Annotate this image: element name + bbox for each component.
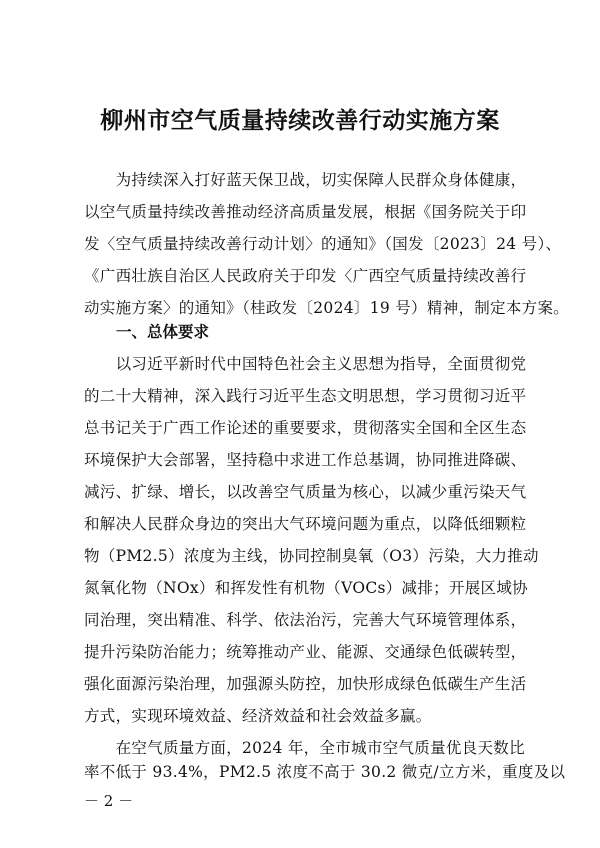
section-line: 强化面源污染治理，加强源头防控，加快形成绿色低碳生产生活 <box>84 675 527 693</box>
section-line: 以习近平新时代中国特色社会主义思想为指导，全面贯彻党 <box>84 355 527 373</box>
intro-line: 以空气质量持续改善推动经济高质量发展，根据《国务院关于印 <box>84 203 527 221</box>
intro-line: 《广西壮族自治区人民政府关于印发〈广西空气质量持续改善行 <box>84 267 527 285</box>
section-line: 和解决人民群众身边的突出大气环境问题为重点，以降低细颗粒 <box>84 515 527 533</box>
section-line: 环境保护大会部署，坚持稳中求进工作总基调，协同推进降碳、 <box>84 451 527 469</box>
document-title: 柳州市空气质量持续改善行动实施方案 <box>100 107 500 134</box>
section-line: 氮氧化物（NOx）和挥发性有机物（VOCs）减排；开展区域协 <box>84 579 528 597</box>
intro-line: 动实施方案〉的通知》（桂政发〔2024〕19 号）精神，制定本方案。 <box>84 299 570 317</box>
section-line: 提升污染防治能力；统筹推动产业、能源、交通绿色低碳转型， <box>84 643 527 661</box>
section-heading: 一、总体要求 <box>116 323 210 341</box>
section-line: 同治理，突出精准、科学、依法治污，完善大气环境管理体系， <box>84 611 527 629</box>
intro-line: 为持续深入打好蓝天保卫战，切实保障人民群众身体健康， <box>84 171 527 189</box>
page-number: － 2 － <box>84 792 134 810</box>
section-line: 物（PM2.5）浓度为主线，协同控制臭氧（O3）污染，大力推动 <box>84 547 539 565</box>
section-line: 方式，实现环境效益、经济效益和社会效益多赢。 <box>84 707 432 725</box>
section-line: 减污、扩绿、增长，以改善空气质量为核心，以减少重污染天气 <box>84 483 527 501</box>
section-line: 的二十大精神，深入践行习近平生态文明思想，学习贯彻习近平 <box>84 387 527 405</box>
section-line: 总书记关于广西工作论述的重要要求，贯彻落实全国和全区生态 <box>84 419 527 437</box>
intro-line: 发〈空气质量持续改善行动计划〉的通知》（国发〔2023〕24 号）、 <box>84 235 562 253</box>
target-line: 率不低于 93.4%，PM2.5 浓度不高于 30.2 微克/立方米，重度及以 <box>84 763 566 781</box>
target-line: 在空气质量方面，2024 年，全市城市空气质量优良天数比 <box>84 739 525 757</box>
